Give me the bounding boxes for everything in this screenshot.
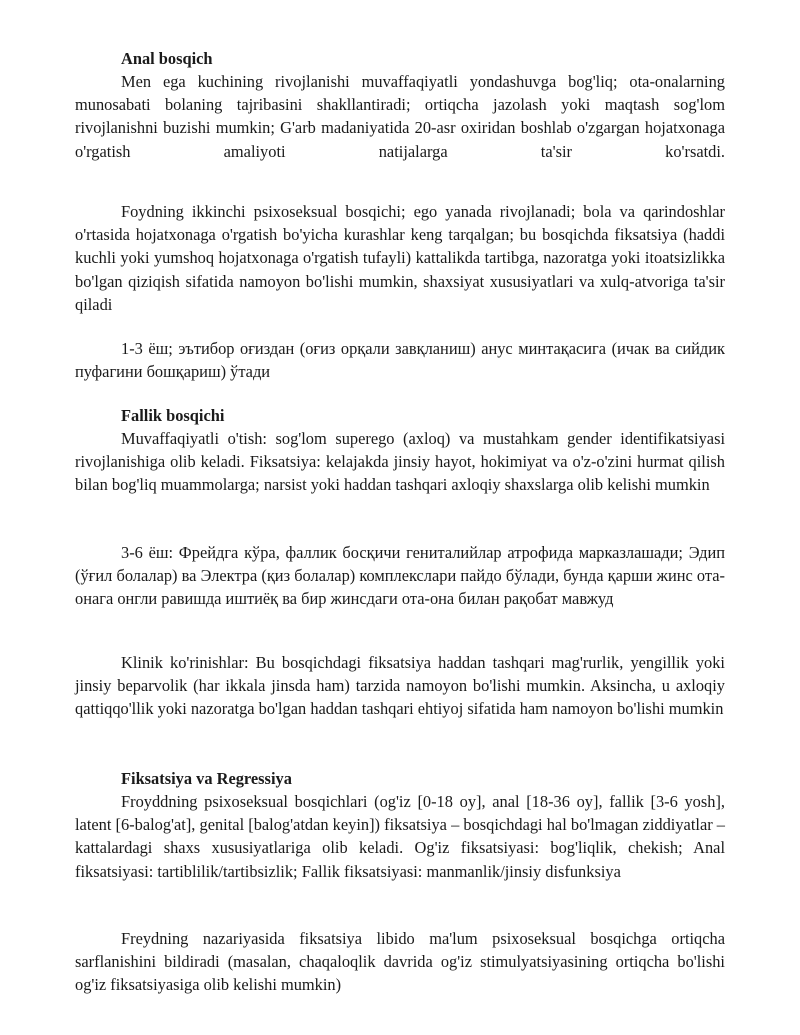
section-heading-anal: Anal bosqich xyxy=(121,49,213,68)
paragraph-anal-2: Foydning ikkinchi psixoseksual bosqichi; ego yanada rivojlanadi; bola va qarindoshlar o'rtasida hojatxonaga o'rgatish bo'yicha kurashlar keng tarqalgan; bu bosqichda fiksatsiya (haddi kuchli yoki yumshoq hojatxonaga o'rgatish tufayli) kattalikda tartibga, nazoratga yoki itoatsizlikka bo'lgan qiziqish sifatida namoyon bo'lishi mumkin, shaxsiyat xususiyatlari va xulq-atvoriga ta'sir qiladi xyxy=(75,202,725,314)
paragraph-anal-3: 1-3 ёш; эътибор оғиздан (оғиз орқали завқланиш) анус минтақасига (ичак ва сийдик пуфагини бошқариш) ўтади xyxy=(75,339,725,382)
paragraph-anal-1: Men ega kuchining rivojlanishi muvaffaqiyatli yondashuvga bog'liq; ota-onalarning munosabati bolaning tajribasini shakllantiradi; ortiqcha jazolash yoki maqtash sog'lom rivojlanishni buzishi mumkin; G'arb madaniyatida 20-asr oxiridan boshlab o'zgargan hojatxonaga o'rgatish amaliyoti natijalarga ta'sir ko'rsatdi. xyxy=(75,72,725,161)
paragraph-fallik-3: Klinik ko'rinishlar: Bu bosqichdagi fiksatsiya haddan tashqari mag'rurlik, yengillik yoki jinsiy beparvolik (har ikkala jinsda ham) tarzida namoyon bo'lishi mumkin. Aksincha, u axloqiy qattiqqo'llik yoki nazoratga bo'lgan haddan tashqari ehtiyoj sifatida ham namoyon bo'lishi mumkin xyxy=(75,653,725,719)
paragraph-fallik-1: Muvaffaqiyatli o'tish: sog'lom superego (axloq) va mustahkam gender identifikatsiyasi rivojlanishiga olib keladi. Fiksatsiya: kelajakda jinsiy hayot, hokimiyat va o'z-o'zini hurmat qilish bilan bog'liq muammolarga; narsist yoki haddan tashqari axloqiy shaxslarga olib kelishi mumkin xyxy=(75,429,725,495)
paragraph-fiksatsiya-2: Freydning nazariyasida fiksatsiya libido ma'lum psixoseksual bosqichga ortiqcha sarflanishini bildiradi (masalan, chaqaloqlik davrida og'iz stimulyatsiyasining ortiqcha bo'lishi og'iz fiksatsiyasiga olib kelishi mumkin) xyxy=(75,929,725,995)
paragraph-fiksatsiya-1: Froyddning psixoseksual bosqichlari (og'iz [0-18 oy], anal [18-36 oy], fallik [3-6 yosh], latent [6-balog'at], genital [balog'atdan keyin]) fiksatsiya – bosqichdagi hal bo'lmagan ziddiyatlar – kattalardagi shaxs xususiyatlariga olib keladi. Og'iz fiksatsiyasi: bog'liqlik, chekish; Anal fiksatsiyasi: tartiblilik/tartibsizlik; Fallik fiksatsiyasi: manmanlik/jinsiy disfunksiya xyxy=(75,792,725,881)
section-heading-fiksatsiya: Fiksatsiya va Regressiya xyxy=(121,769,292,788)
paragraph-fallik-2: 3-6 ёш: Фрейдга кўра, фаллик босқичи гениталийлар атрофида марказлашади; Эдип (ўғил болалар) ва Электра (қиз болалар) комплекслари пайдо бўлади, бунда қарши жинс ота-онага онгли равишда иштиёқ ва бир жинсдаги ота-она билан рақобат мавжуд xyxy=(75,543,725,609)
section-heading-fallik: Fallik bosqichi xyxy=(121,406,225,425)
